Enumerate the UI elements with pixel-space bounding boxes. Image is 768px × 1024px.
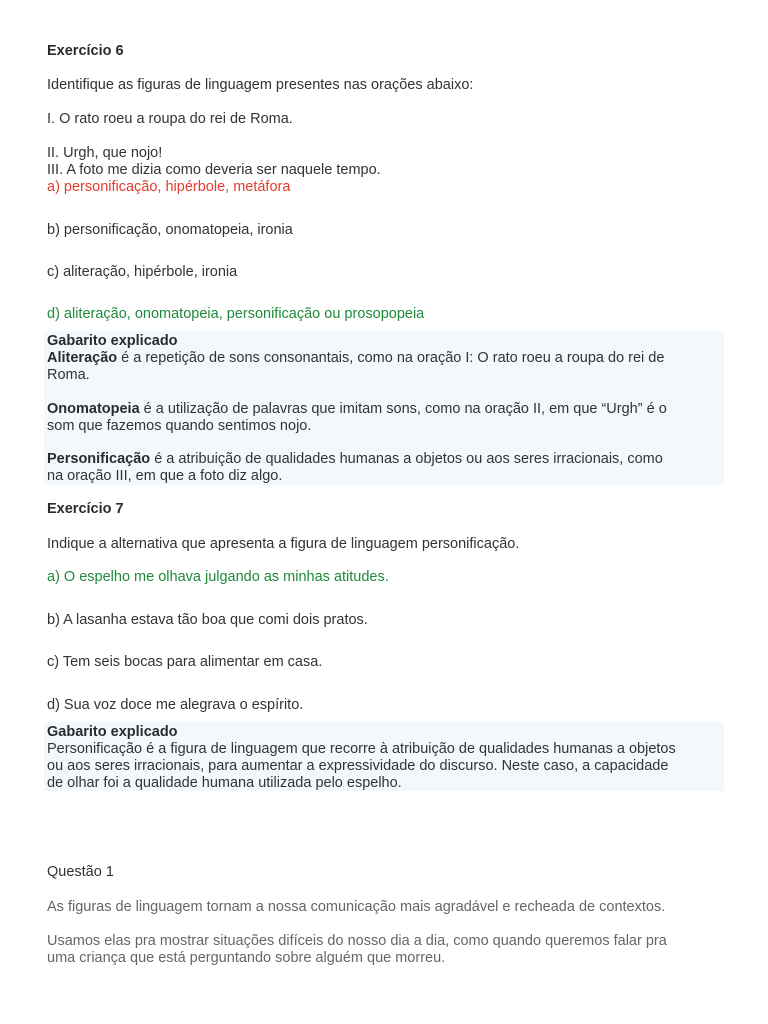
explanation-line-3: de olhar foi a qualidade humana utilizada pelo espelho.	[47, 775, 402, 791]
exercise-6-title: Exercício 6	[47, 43, 124, 59]
exercise-6-option-d: d) aliteração, onomatopeia, personificação ou prosopopeia	[47, 306, 425, 322]
personification-term: Personificação	[47, 451, 151, 467]
personification-line-1: Personificação é a atribuição de qualidades humanas a objetos ou aos seres irracionais, como	[47, 451, 663, 467]
exercise-6-option-b: b) personificação, onomatopeia, ironia	[47, 222, 293, 238]
onomatopoeia-line-2: som que fazemos quando sentimos nojo.	[47, 418, 312, 434]
exercise-6-option-c: c) aliteração, hipérbole, ironia	[47, 264, 238, 280]
exercise-7-prompt: Indique a alternativa que apresenta a figura de linguagem personificação.	[47, 536, 520, 552]
question-1-paragraph-2-line-1: Usamos elas pra mostrar situações difíceis do nosso dia a dia, como quando queremos falar pra	[47, 933, 667, 949]
sentence-3: III. A foto me dizia como deveria ser naquele tempo.	[47, 162, 381, 178]
exercise-6-explanation-box	[44, 331, 724, 485]
question-1-paragraph-2-line-2: uma criança que está perguntando sobre alguém que morreu.	[47, 950, 446, 966]
exercise-7-explanation-box	[44, 722, 724, 791]
exercise-6-option-a: a) personificação, hipérbole, metáfora	[47, 179, 291, 195]
exercise-7-option-c: c) Tem seis bocas para alimentar em casa.	[47, 654, 323, 670]
exercise-7-option-b: b) A lasanha estava tão boa que comi dois pratos.	[47, 612, 368, 628]
alliteration-line-1: Aliteração é a repetição de sons consonantais, como na oração I: O rato roeu a roupa do rei de	[47, 350, 665, 366]
onomatopoeia-term: Onomatopeia	[47, 401, 140, 417]
exercise-7-title: Exercício 7	[47, 501, 124, 517]
exercise-7-option-d: d) Sua voz doce me alegrava o espírito.	[47, 697, 304, 713]
explanation-line-2: ou aos seres irracionais, para aumentar a expressividade do discurso. Neste caso, a capacidade	[47, 758, 669, 774]
exercise-7-option-a: a) O espelho me olhava julgando as minhas atitudes.	[47, 569, 389, 585]
alliteration-line-2: Roma.	[47, 367, 90, 383]
onomatopoeia-line-1: Onomatopeia é a utilização de palavras que imitam sons, como na oração II, em que “Urgh” é o	[47, 401, 667, 417]
exercise-6-prompt: Identifique as figuras de linguagem presentes nas orações abaixo:	[47, 77, 474, 93]
sentence-2: II. Urgh, que nojo!	[47, 145, 163, 161]
question-1-title: Questão 1	[47, 864, 114, 880]
sentence-1: I. O rato roeu a roupa do rei de Roma.	[47, 111, 293, 127]
explanation-line-1: Personificação é a figura de linguagem que recorre à atribuição de qualidades humanas a objetos	[47, 741, 676, 757]
alliteration-term: Aliteração	[47, 350, 118, 366]
explanation-title: Gabarito explicado	[47, 724, 178, 740]
question-1-paragraph-1: As figuras de linguagem tornam a nossa comunicação mais agradável e recheada de contextos.	[47, 899, 666, 915]
personification-line-2: na oração III, em que a foto diz algo.	[47, 468, 283, 484]
explanation-title: Gabarito explicado	[47, 333, 178, 349]
